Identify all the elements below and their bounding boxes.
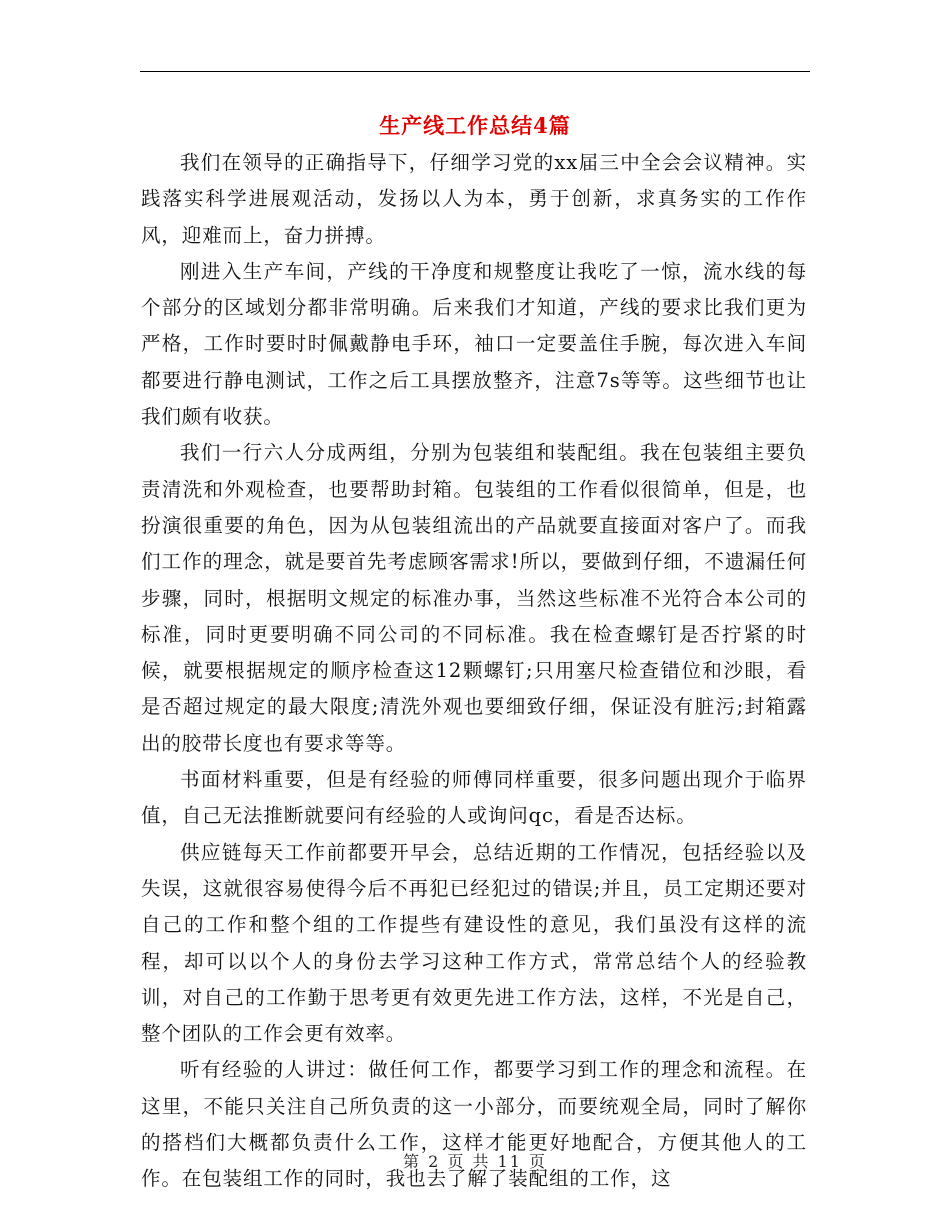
paragraph-2: 刚进入生产车间，产线的干净度和规整度让我吃了一惊，流水线的每个部分的区域划分都非常明确。后来我们才知道，产线的要求比我们更为严格，工作时要时时佩戴静电手环，袖口一定要盖住手腕，每次进入车间都要进行静电测试，工作之后工具摆放整齐，注意7s等等。这些细节也让我们颇有收获。 — [141, 259, 807, 429]
page-number-footer: 第 2 页 共 11 页 — [403, 1152, 547, 1171]
paragraph-6: 听有经验的人讲过：做任何工作，都要学习到工作的理念和流程。在这里，不能只关注自己所负责的这一小部分，而要统观全局，同时了解你的搭档们大概都负责什么工作，这样才能更好地配合，方便其他人的工作。在包装组工作的同时，我也去了解了装配组的工作，这 — [141, 1058, 807, 1191]
document-title: 生产线工作总结4篇 — [379, 113, 571, 138]
paragraph-4: 书面材料重要，但是有经验的师傅同样重要，很多问题出现介于临界值，自己无法推断就要问有经验的人或询问qc，看是否达标。 — [141, 768, 807, 828]
header-rule — [140, 71, 810, 72]
paragraph-1: 我们在领导的正确指导下，仔细学习党的xx届三中全会会议精神。实践落实科学进展观活动，发扬以人为本，勇于创新，求真务实的工作作风，迎难而上，奋力拼搏。 — [141, 151, 807, 247]
paragraph-5: 供应链每天工作前都要开早会，总结近期的工作情况，包括经验以及失误，这就很容易使得今后不再犯已经犯过的错误;并且，员工定期还要对自己的工作和整个组的工作提些有建设性的意见，我们虽没有这样的流程，却可以以个人的身份去学习这种工作方式，常常总结个人的经验教训，对自己的工作勤于思考更有效更先进工作方法，这样，不光是自己，整个团队的工作会更有效率。 — [141, 840, 807, 1046]
paragraph-3: 我们一行六人分成两组，分别为包装组和装配组。我在包装组主要负责清洗和外观检查，也要帮助封箱。包装组的工作看似很简单，但是，也扮演很重要的角色，因为从包装组流出的产品就要直接面对客户了。而我们工作的理念，就是要首先考虑顾客需求!所以，要做到仔细，不遗漏任何步骤，同时，根据明文规定的标准办事，当然这些标准不光符合本公司的标准，同时更要明确不同公司的不同标准。我在检查螺钉是否拧紧的时候，就要根据规定的顺序检查这12颗螺钉;只用塞尺检查错位和沙眼，看是否超过规定的最大限度;清洗外观也要细致仔细，保证没有脏污;封箱露出的胶带长度也有要求等等。 — [141, 441, 807, 755]
document-body — [141, 145, 807, 1198]
